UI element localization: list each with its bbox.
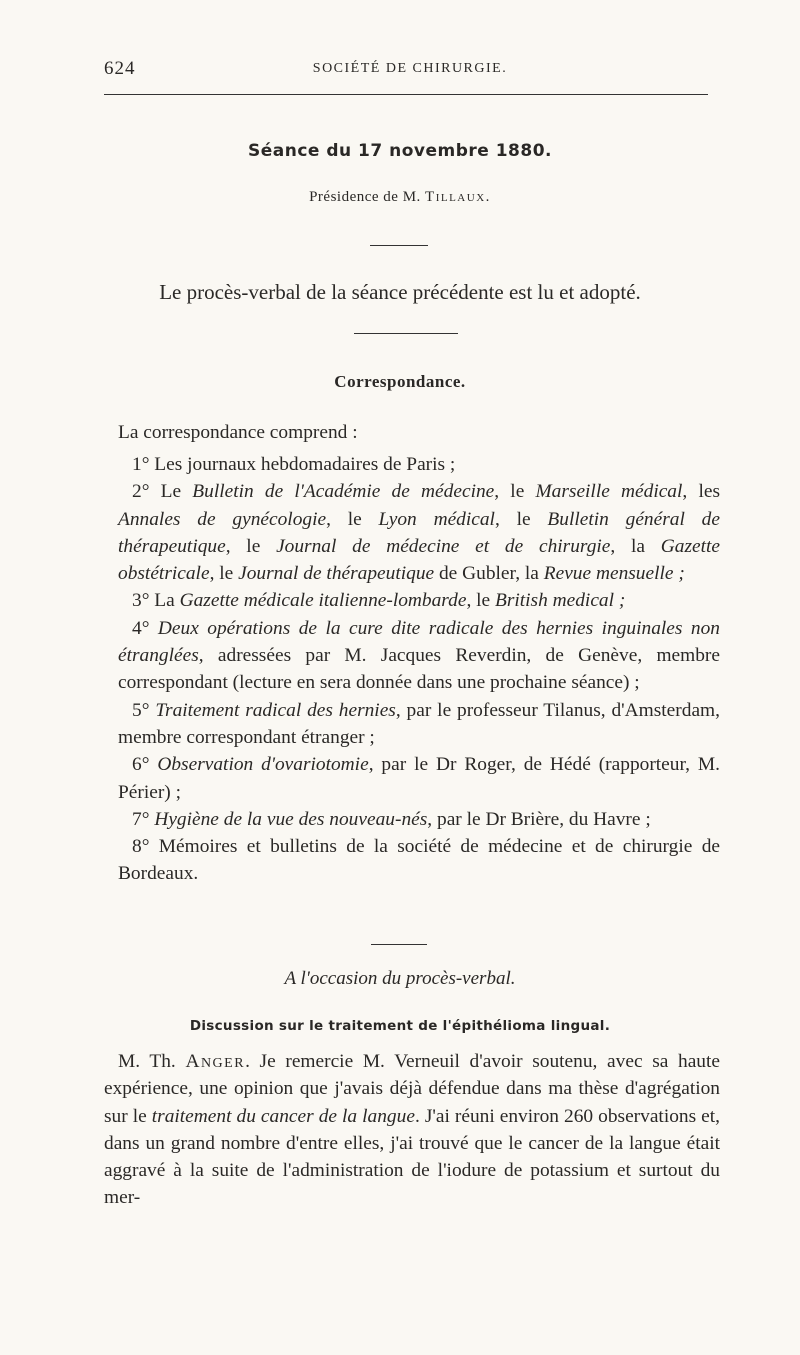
- text-run: , les: [682, 481, 720, 503]
- italic-title: Hygiène de la vue des nouveau-nés: [154, 808, 428, 830]
- italic-title: Gazette obstétricale: [118, 535, 720, 585]
- text-run: , le: [209, 563, 239, 585]
- running-header: [104, 58, 716, 82]
- italic-title: Marseille médical: [535, 481, 683, 503]
- italic-title: Bulletin général de thérapeutique: [118, 508, 720, 557]
- divider-rule: [354, 333, 458, 334]
- correspondance-item: [118, 697, 720, 752]
- text-run: 5°: [132, 699, 156, 721]
- running-title: SOCIÉTÉ DE CHIRURGIE.: [312, 61, 508, 76]
- text-run: . J'ai réuni environ 260 observations et, dans un grand nombre d'entre elles, j'ai trouvé que le cancer de la langue était aggravé à la suite de l'administration de l'iodure de potassium et surtout du mer-: [104, 1105, 721, 1209]
- header-rule: [104, 94, 708, 95]
- text-run: 1° Les journaux hebdomadaires de Paris ;: [132, 454, 456, 475]
- correspondance-item: [118, 806, 720, 833]
- correspondance-item: [118, 451, 720, 478]
- text-run: 3° La: [132, 590, 180, 612]
- page-number: 624: [104, 58, 136, 79]
- italic-title: Revue mensuelle ;: [543, 563, 685, 585]
- anger-paragraph-container: [104, 1048, 720, 1212]
- italic-title: Traitement radical des hernies: [155, 699, 396, 721]
- italic-title: Annales de gynécologie: [118, 508, 327, 530]
- text-run: , le: [326, 508, 379, 530]
- italic-title: Journal de thérapeutique: [238, 563, 435, 585]
- text-run: , le: [494, 508, 548, 530]
- discussion-subheading: Discussion sur le traitement de l'épithélioma lingual.: [189, 1018, 611, 1034]
- text-run: , par le Dr Brière, du Havre ;: [427, 808, 651, 830]
- correspondance-item: [118, 833, 720, 888]
- text-run: 7°: [132, 808, 155, 830]
- section-heading-occasion: A l'occasion du procès-verbal.: [284, 968, 516, 989]
- president-name: Tillaux.: [425, 189, 491, 205]
- session-title: Séance du 17 novembre 1880.: [247, 141, 553, 161]
- text-run: , le: [494, 481, 536, 503]
- italic-title: Lyon médical: [378, 508, 495, 530]
- text-run: 4°: [132, 617, 158, 639]
- text-run: , la: [610, 535, 661, 557]
- text-run: Anger: [185, 1051, 246, 1072]
- correspondance-item: [118, 587, 720, 614]
- text-run: 8° Mémoires et bulletins de la société de médecine et de chirurgie de Bordeaux.: [118, 836, 720, 885]
- text-run: , par le Dr Roger, de Hédé (rapporteur, M. Périer) ;: [118, 754, 720, 803]
- italic-title: Bulletin de l'Académie de médecine: [192, 481, 495, 503]
- text-run: , par le professeur Tilanus, d'Amsterdam, membre correspondant étranger ;: [118, 699, 720, 748]
- correspondance-list: [118, 451, 720, 888]
- correspondance-item: [118, 751, 720, 806]
- correspondance-intro: La correspondance comprend :: [118, 422, 358, 443]
- italic-title: Journal de médecine et de chirurgie: [276, 535, 611, 557]
- text-run: de Gubler, la: [434, 563, 544, 585]
- correspondance-item: [118, 478, 720, 587]
- text-run: 2° Le: [132, 481, 193, 503]
- presidency-line: [0, 189, 800, 206]
- text-run: 6°: [132, 754, 158, 776]
- text-run: . Je remercie M. Verneuil d'avoir soutenu, avec sa haute expérience, une opinion que j'avais déjà défendue dans ma thèse d'agrégation sur le: [104, 1051, 720, 1127]
- italic-title: Deux opérations de la cure dite radicale des hernies inguinales non étranglées: [118, 617, 720, 667]
- anger-paragraph: [104, 1048, 720, 1212]
- italic-title: British medical ;: [494, 590, 626, 612]
- divider-rule: [371, 944, 427, 945]
- italic-title: Observation d'ovariotomie: [157, 754, 369, 776]
- section-heading-correspondance: Correspondance.: [334, 372, 466, 391]
- divider-rule: [370, 245, 428, 246]
- italic-title: Gazette médicale italienne-lombarde: [179, 590, 467, 612]
- presidency-prefix: Présidence de M.: [309, 189, 426, 205]
- minutes-statement: Le procès-verbal de la séance précédente est lu et adopté.: [159, 280, 641, 304]
- text-run: M. Th.: [118, 1051, 186, 1072]
- text-run: , adressées par M. Jacques Reverdin, de Genève, membre correspondant (lecture en sera donnée dans une prochaine séance) ;: [118, 645, 720, 694]
- text-run: , le: [225, 535, 277, 557]
- correspondance-item: [118, 615, 720, 697]
- italic-title: traitement du cancer de la langue: [151, 1105, 415, 1127]
- text-run: , le: [466, 590, 495, 612]
